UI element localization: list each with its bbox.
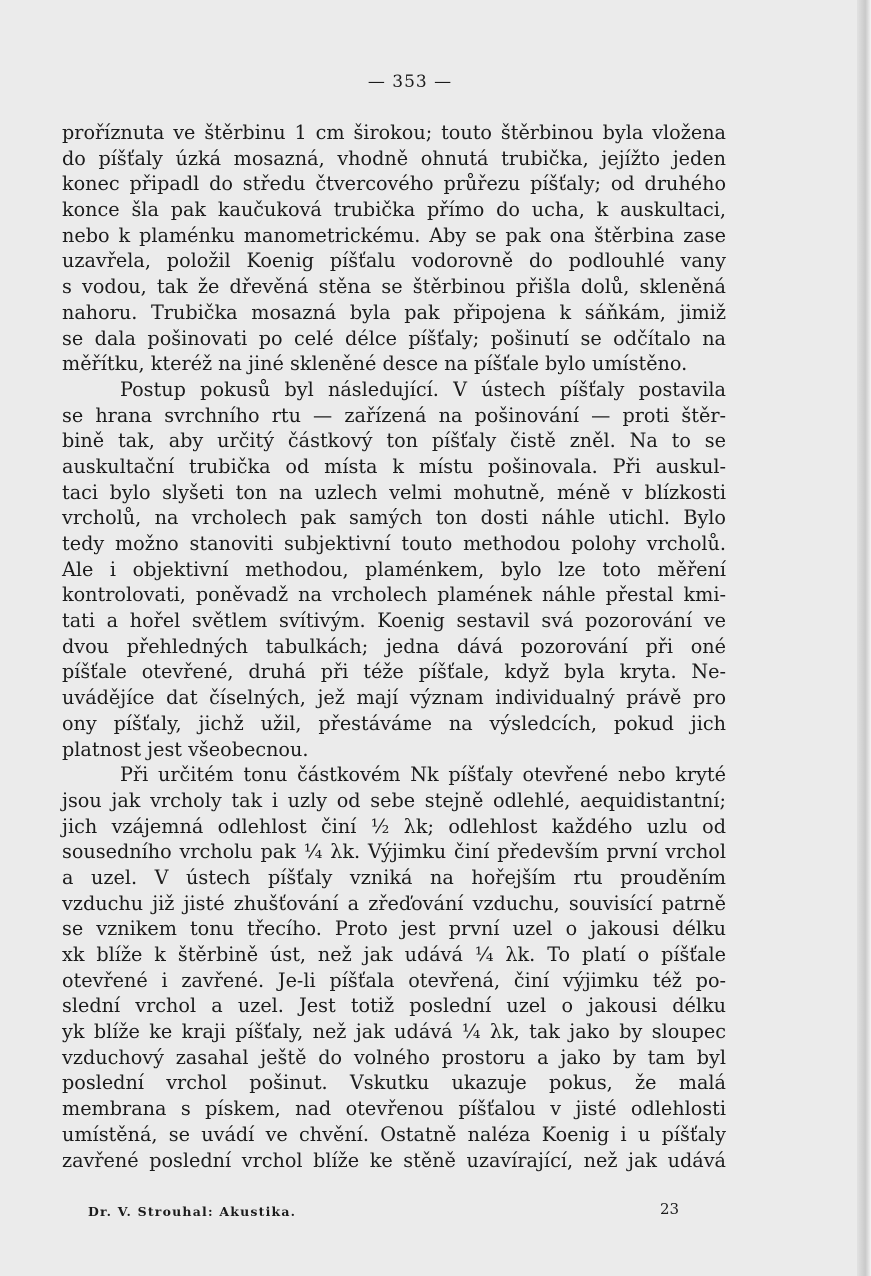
text-line: slední vrchol a uzel. Jest totiž poslední uzel o jakousi délku xyxy=(62,994,726,1018)
text-line: jsou jak vrcholy tak i uzly od sebe stejně odlehlé, aequidistantní; xyxy=(62,788,726,812)
text-line: sousedního vrcholu pak ¼ λk. Výjimku činí především první vrchol xyxy=(62,840,726,864)
text-line: uvádějíce dat číselných, jež mají význam individualný právě pro xyxy=(62,686,726,710)
text-line: a uzel. V ústech píšťaly vzniká na hořejším rtu prouděním xyxy=(62,865,726,889)
text-line: Při určitém tonu částkovém Nk píšťaly otevřené nebo kryté xyxy=(120,763,726,787)
text-line: píšťale otevřené, druhá při téže píšťale, když byla kryta. Ne- xyxy=(62,660,726,684)
text-line: membrana s pískem, nad otevřenou píšťalou v jisté odlehlosti xyxy=(62,1097,726,1121)
text-line: konec připadl do středu čtvercového průřezu píšťaly; od druhého xyxy=(62,172,726,196)
text-line: vzduchový zasahal ještě do volného prostoru a jako by tam byl xyxy=(62,1045,726,1069)
text-line: nahoru. Trubička mosazná byla pak připojena k sáňkám, jimiž xyxy=(62,300,726,324)
page-number: — 353 — xyxy=(367,72,453,92)
text-line: uzavřela, položil Koenig píšťalu vodorovně do podlouhlé vany xyxy=(62,249,726,273)
text-line: platnost jest všeobecnou. xyxy=(62,737,309,761)
text-line: měřítku, kteréž na jiné skleněné desce na píšťale bylo umístěno. xyxy=(62,352,688,376)
text-line: dvou přehledných tabulkách; jedna dává pozorování při oné xyxy=(62,634,726,658)
text-line: do píšťaly úzká mosazná, vhodně ohnutá trubička, jejížto jeden xyxy=(62,146,726,170)
page-edge-shadow xyxy=(857,0,871,1276)
text-line: tedy možno stanoviti subjektivní touto methodou polohy vrcholů. xyxy=(62,532,726,555)
text-line: otevřené i zavřené. Je-li píšťala otevřená, činí výjimku též po- xyxy=(62,968,726,992)
text-line: ony píšťaly, jichž užil, přestáváme na výsledcích, pokud jich xyxy=(62,711,726,735)
text-line: proříznuta ve štěrbinu 1 cm širokou; touto štěrbinou byla vložena xyxy=(62,121,726,144)
text-line: yk blíže ke kraji píšťaly, než jak udává ¼ λk, tak jako by sloupec xyxy=(62,1020,726,1044)
text-line: Ale i objektivní methodou, plaménkem, bylo lze toto měření xyxy=(62,557,726,581)
text-line: poslední vrchol pošinut. Vskutku ukazuje pokus, že malá xyxy=(62,1071,726,1095)
text-line: Postup pokusů byl následující. V ústech píšťaly postavila xyxy=(120,377,726,401)
body-text xyxy=(62,120,726,1173)
text-line: se hrana svrchního rtu — zařízená na pošinování — proti štěr- xyxy=(62,403,726,427)
text-line: umístěná, se uvádí ve chvění. Ostatně naléza Koenig i u píšťaly xyxy=(62,1122,726,1146)
text-line: vzduchu již jisté zhušťování a zřeďování vzduchu, souvisící patrně xyxy=(62,891,726,915)
text-line: tati a hořel světlem svítivým. Koenig sestavil svá pozorování ve xyxy=(62,609,726,633)
text-line: konce šla pak kaučuková trubička přímo do ucha, k auskultaci, xyxy=(62,198,726,222)
text-line: se vznikem tonu třecího. Proto jest první uzel o jakousi délku xyxy=(62,917,726,941)
text-line: kontrolovati, poněvadž na vrcholech plamének náhle přestal kmi- xyxy=(62,583,726,607)
text-line: vrcholů, na vrcholech pak samých ton dosti náhle utichl. Bylo xyxy=(62,506,726,530)
footer-author-title: Dr. V. Strouhal: Akustika. xyxy=(88,1204,297,1219)
text-line: bině tak, aby určitý částkový ton píšťaly čistě zněl. Na to se xyxy=(62,429,726,453)
text-line: s vodou, tak že dřevěná stěna se štěrbinou přišla dolů, skleněná xyxy=(62,275,726,299)
text-line: se dala pošinovati po celé délce píšťaly; pošinutí se odčítalo na xyxy=(62,326,726,350)
text-line: taci bylo slyšeti ton na uzlech velmi mohutně, méně v blízkosti xyxy=(62,480,726,504)
text-line: auskultační trubička od místa k místu pošinovala. Při auskul- xyxy=(62,454,726,478)
footer-signature-mark: 23 xyxy=(660,1200,680,1218)
text-line: nebo k plaménku manometrickému. Aby se pak ona štěrbina zase xyxy=(62,223,726,247)
text-line: xk blíže k štěrbině úst, než jak udává ¼ λk. To platí o píšťale xyxy=(62,943,726,966)
text-line: zavřené poslední vrchol blíže ke stěně uzavírající, než jak udává xyxy=(62,1148,726,1172)
text-line: jich vzájemná odlehlost činí ½ λk; odlehlost každého uzlu od xyxy=(62,814,726,838)
